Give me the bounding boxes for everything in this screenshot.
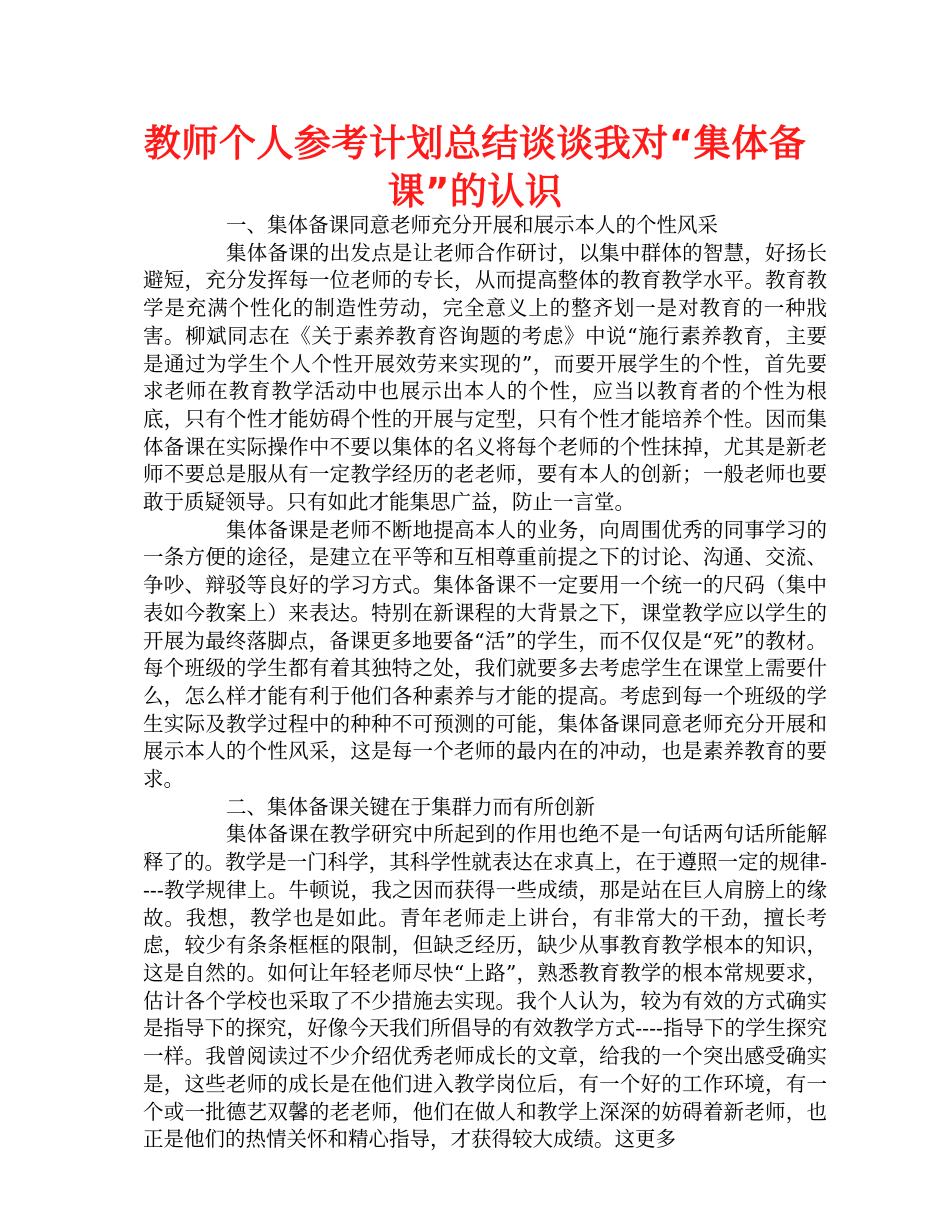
paragraph-2-1: 集体备课在教学研究中所起到的作用也绝不是一句话两句话所能解释了的。教学是一门科学，其科学性就表达在求真上，在于遵照一定的规律----教学规律上。牛顿说，我之因而获得一些成绩，那是站在巨人肩膀上的缘故。我想，教学也是如此。青年老师走上讲台，有非常大的干劲，擅长考虑，较少有条条框框的限制，但缺乏经历，缺少从事教育教学根本的知识，这是自然的。如何让年轻老师尽快“上路”，熟悉教育教学的根本常规要求，估计各个学校也采取了不少措施去实现。我个人认为，较为有效的方式确实是指导下的探究，好像今天我们所倡导的有效教学方式----指导下的学生探究一样。我曾阅读过不少介绍优秀老师成长的文章，给我的一个突出感受确实是，这些老师的成长是在他们进入教学岗位后，有一个好的工作环境，有一个或一批德艺双馨的老老师，他们在做人和教学上深深的妨碍着新老师，也正是他们的热情关怀和精心指导，才获得较大成绩。这更多 <box>143 822 827 1152</box>
document-body <box>143 212 827 1154</box>
paragraph-1-1: 集体备课的出发点是让老师合作研讨，以集中群体的智慧，好扬长避短，充分发挥每一位老师的专长，从而提高整体的教育教学水平。教育教学是充满个性化的制造性劳动，完全意义上的整齐划一是对教育的一种戕害。柳斌同志在《关于素养教育咨询题的考虑》中说“施行素养教育，主要是通过为学生个人个性开展效劳来实现的”，而要开展学生的个性，首先要求老师在教育教学活动中也展示出本人的个性，应当以教育者的个性为根底，只有个性才能妨碍个性的开展与定型，只有个性才能培养个性。因而集体备课在实际操作中不要以集体的名义将每个老师的个性抹掉，尤其是新老师不要总是服从有一定教学经历的老老师，要有本人的创新；一般老师也要敢于质疑领导。只有如此才能集思广益，防止一言堂。 <box>143 240 827 515</box>
section-heading-2: 二、集体备课关键在于集群力而有所创新 <box>226 794 595 819</box>
section-heading-1: 一、集体备课同意老师充分开展和展示本人的个性风采 <box>226 213 718 237</box>
document-title: 教师个人参考计划总结谈谈我对“集体备课”的认识 <box>143 122 807 213</box>
paragraph-1-2: 集体备课是老师不断地提高本人的业务，向周围优秀的同事学习的一条方便的途径，是建立在平等和互相尊重前提之下的讨论、沟通、交流、争吵、辩驳等良好的学习方式。集体备课不一定要用一个统一的尺码（集中表如今教案上）来表达。特别在新课程的大背景之下，课堂教学应以学生的开展为最终落脚点，备课更多地要备“活”的学生，而不仅仅是“死”的教材。每个班级的学生都有着其独特之处，我们就要多去考虑学生在课堂上需要什么，怎么样才能有利于他们各种素养与才能的提高。考虑到每一个班级的学生实际及教学过程中的种种不可预测的可能，集体备课同意老师充分开展和展示本人的个性风采，这是每一个老师的最内在的冲动，也是素养教育的要求。 <box>143 517 827 792</box>
